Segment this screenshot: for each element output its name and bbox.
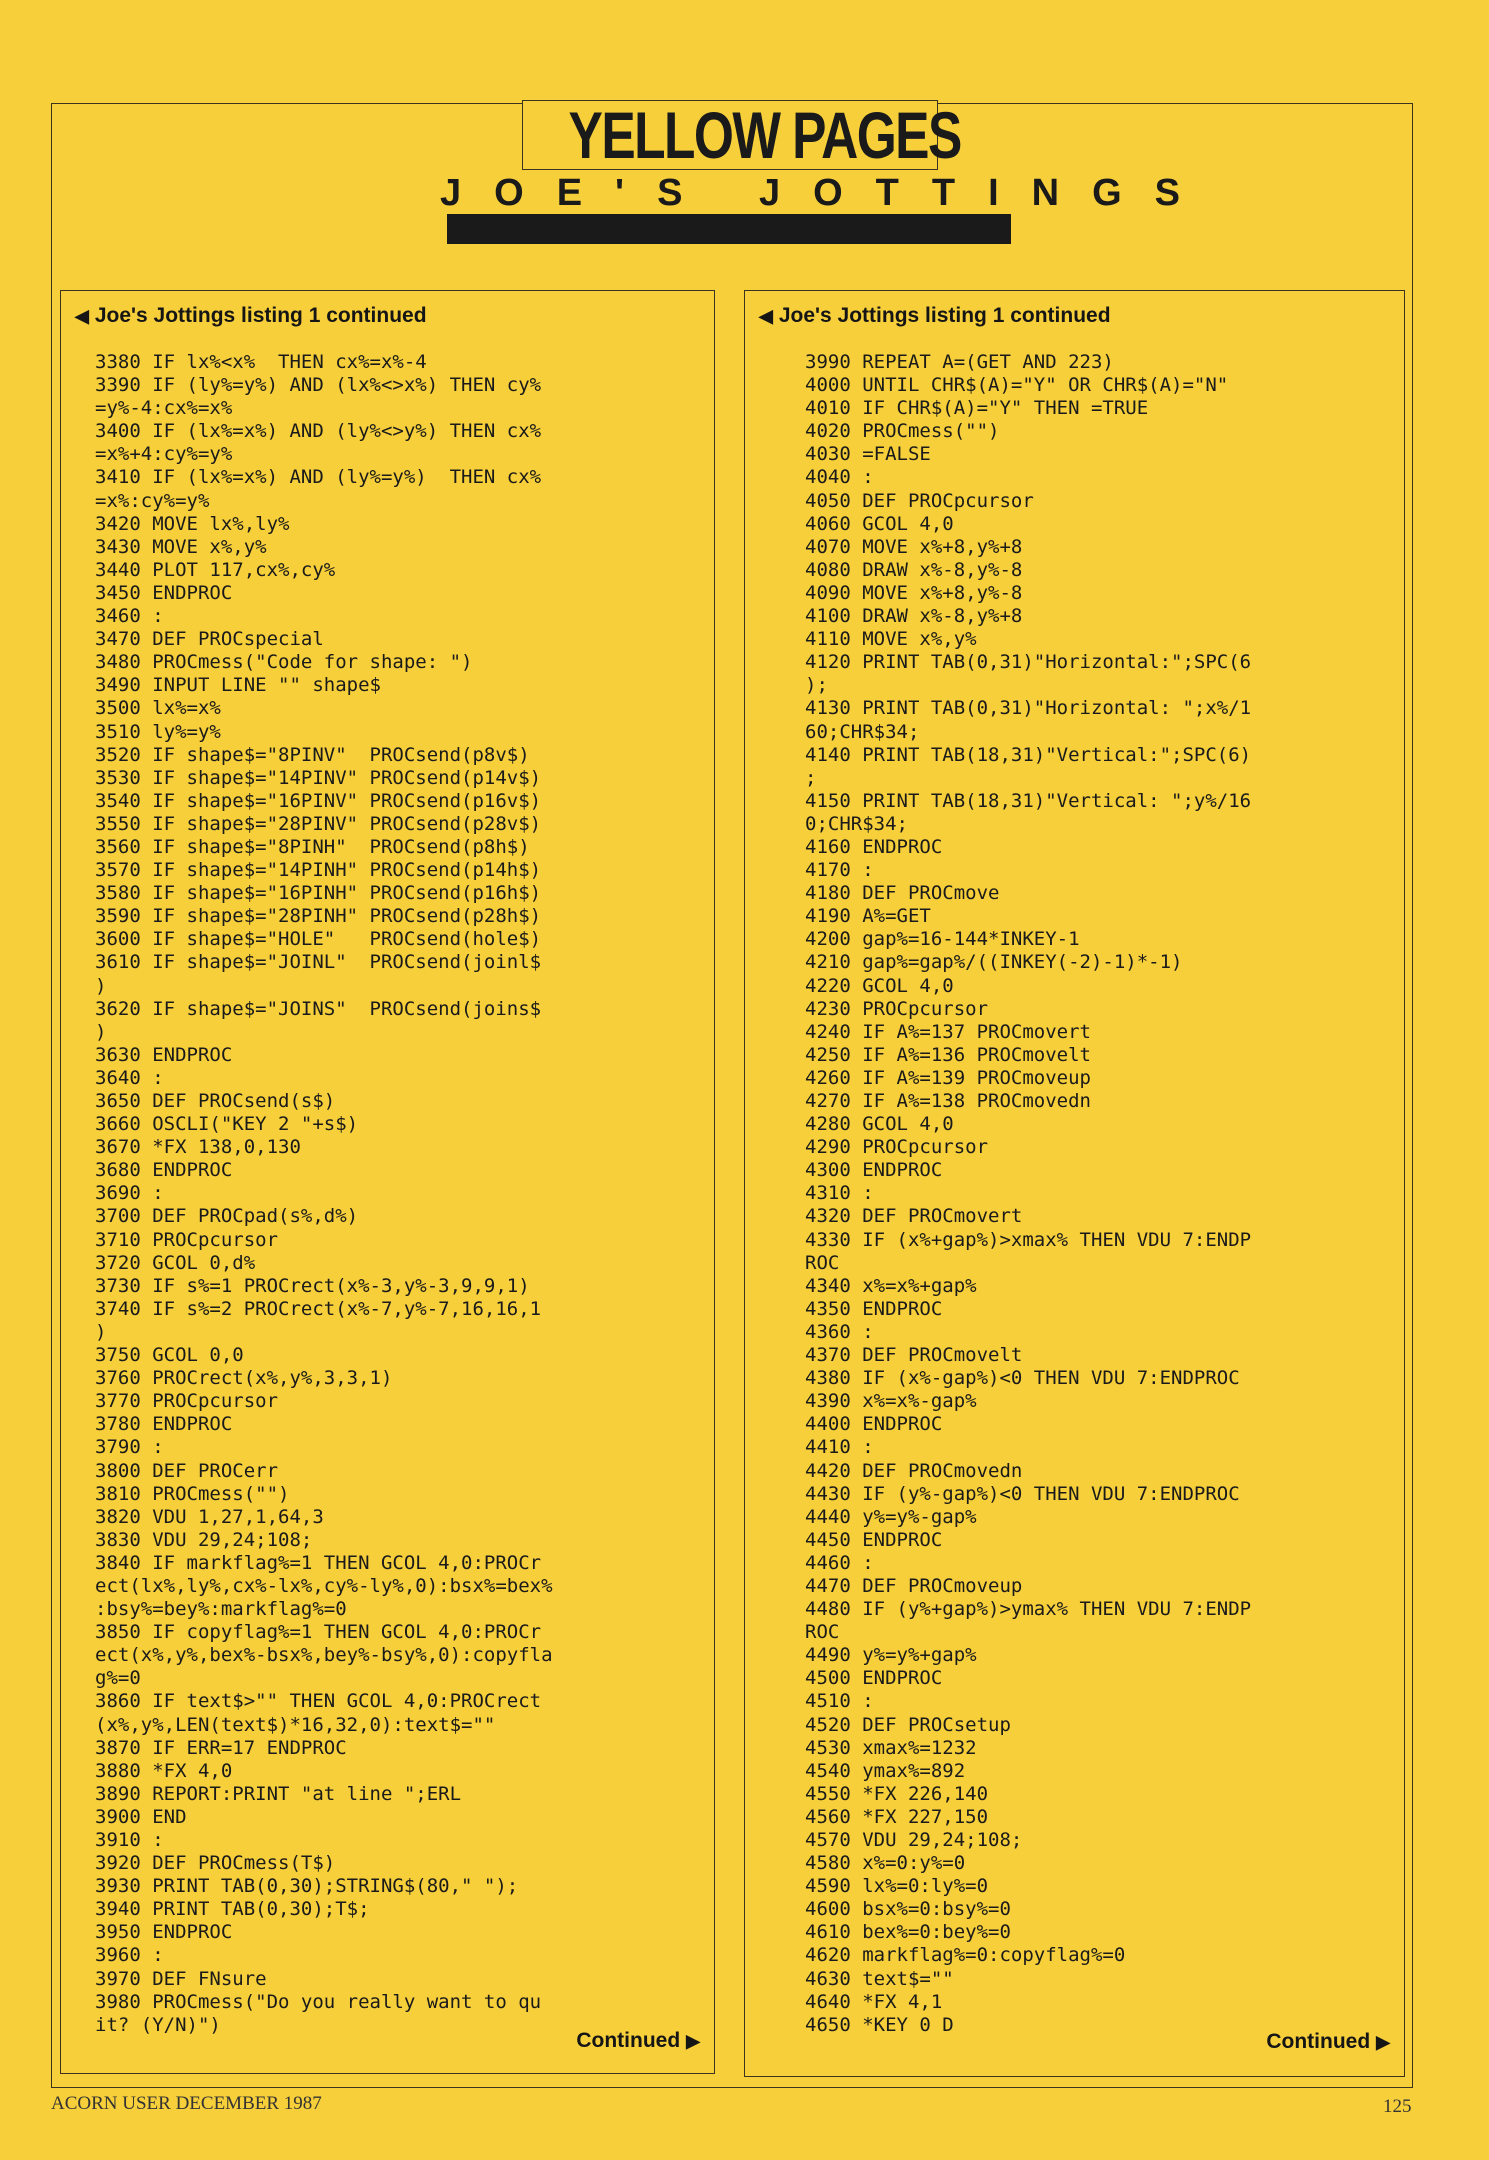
code-line: 4640 *FX 4,1 [805, 1990, 943, 2013]
code-line: 4270 IF A%=138 PROCmovedn [805, 1090, 1091, 1112]
code-line: 4360 : [805, 1320, 874, 1343]
code-line: 3440 PLOT 117,cx%,cy% [95, 558, 336, 581]
code-line: 4420 DEF PROCmovedn [805, 1459, 1023, 1482]
code-line: 4210 gap%=gap%/((INKEY(-2)-1)*-1) [805, 951, 1183, 974]
code-line: 3750 GCOL 0,0 [95, 1344, 244, 1367]
code-line: 4500 ENDPROC [805, 1667, 943, 1690]
code-line: (x%,y%,LEN(text$)*16,32,0):text$="" [95, 1713, 496, 1736]
code-line: 4380 IF (x%-gap%)<0 THEN VDU 7:ENDPROC [805, 1367, 1240, 1390]
masthead [522, 98, 961, 172]
code-line: 3990 REPEAT A=(GET AND 223) [805, 351, 1114, 373]
continued-label-right: Continued [1266, 2030, 1371, 2053]
code-line: ; [805, 766, 817, 789]
code-line: 4110 MOVE x%,y% [805, 628, 977, 651]
code-line: 3400 IF (lx%=x%) AND (ly%<>y%) THEN cx% [95, 420, 542, 443]
code-line: 3790 : [95, 1436, 164, 1459]
code-line: 3890 REPORT:PRINT "at line ";ERL [95, 1782, 462, 1805]
listing-heading-left [75, 301, 427, 331]
code-line: 4120 PRINT TAB(0,31)"Horizontal:";SPC(6 [805, 651, 1252, 674]
code-line: =y%-4:cx%=x% [95, 397, 233, 420]
code-line: it? (Y/N)") [95, 2013, 221, 2036]
code-line: 3520 IF shape$="8PINV" PROCsend(p8v$) [95, 743, 530, 766]
code-line: 3590 IF shape$="28PINH" PROCsend(p28h$) [95, 905, 542, 928]
code-line: 4460 : [805, 1551, 874, 1574]
continued-note-left [576, 2029, 700, 2053]
code-line: 3690 : [95, 1182, 164, 1205]
code-line: 4140 PRINT TAB(18,31)"Vertical:";SPC(6) [805, 743, 1252, 766]
code-line: 3960 : [95, 1944, 164, 1967]
code-line: 3800 DEF PROCerr [95, 1459, 279, 1482]
code-line: 3470 DEF PROCspecial [95, 628, 324, 651]
code-line: 3840 IF markflag%=1 THEN GCOL 4,0:PROCr [95, 1551, 542, 1574]
listing-heading-right-text: Joe's Jottings listing 1 continued [778, 304, 1111, 327]
code-line: 4400 ENDPROC [805, 1413, 943, 1436]
code-line: ROC [805, 1251, 840, 1274]
code-line: 3820 VDU 1,27,1,64,3 [95, 1505, 324, 1528]
code-line: 4630 text$="" [805, 1967, 954, 1990]
code-line: 4230 PROCpcursor [805, 997, 989, 1020]
code-line: 3390 IF (ly%=y%) AND (lx%<>x%) THEN cy% [95, 374, 542, 397]
code-line: ect(lx%,ly%,cx%-lx%,cy%-ly%,0):bsx%=bex% [95, 1574, 553, 1597]
code-line: 4580 x%=0:y%=0 [805, 1852, 966, 1875]
code-line: 4130 PRINT TAB(0,31)"Horizontal: ";x%/1 [805, 697, 1252, 720]
code-line: 4040 : [805, 466, 874, 489]
code-line: ) [95, 974, 107, 997]
publication-footer: ACORN USER DECEMBER 1987 [51, 2093, 322, 2114]
code-line: 3910 : [95, 1829, 164, 1851]
code-line: 3930 PRINT TAB(0,30);STRING$(80," "); [95, 1875, 519, 1898]
code-line: 4000 UNTIL CHR$(A)="Y" OR CHR$(A)="N" [805, 374, 1229, 397]
code-line: 3650 DEF PROCsend(s$) [95, 1090, 336, 1112]
code-line: 4370 DEF PROCmovelt [805, 1344, 1023, 1367]
code-line: ect(x%,y%,bex%-bsx%,bey%-bsy%,0):copyfla [95, 1644, 553, 1667]
code-line: 4600 bsx%=0:bsy%=0 [805, 1898, 1011, 1921]
code-line: 3600 IF shape$="HOLE" PROCsend(hole$) [95, 928, 542, 951]
listing-heading-right [759, 301, 1111, 331]
page-title: YELLOW PAGES [568, 98, 961, 172]
page-number: 125 [1383, 2096, 1412, 2117]
code-line: 4020 PROCmess("") [805, 420, 1000, 443]
code-line: 4520 DEF PROCsetup [805, 1713, 1011, 1736]
code-line: 3700 DEF PROCpad(s%,d%) [95, 1205, 359, 1228]
code-line: 3920 DEF PROCmess(T$) [95, 1852, 336, 1875]
code-line: 4300 ENDPROC [805, 1159, 943, 1182]
code-line: 3630 ENDPROC [95, 1043, 233, 1066]
code-line: 4450 ENDPROC [805, 1528, 943, 1551]
code-line: 3480 PROCmess("Code for shape: ") [95, 651, 473, 674]
code-line: 4160 ENDPROC [805, 835, 943, 858]
code-line: 3580 IF shape$="16PINH" PROCsend(p16h$) [95, 882, 542, 905]
code-line: 3810 PROCmess("") [95, 1482, 290, 1505]
code-line: 3500 lx%=x% [95, 697, 221, 720]
code-line: 3980 PROCmess("Do you really want to qu [95, 1990, 542, 2013]
section-title: JOE'S JOTTINGS [440, 172, 1213, 214]
continued-label-left: Continued [576, 2029, 681, 2052]
code-line: 4050 DEF PROCpcursor [805, 489, 1034, 512]
code-line: 3880 *FX 4,0 [95, 1759, 233, 1782]
code-line: 4430 IF (y%-gap%)<0 THEN VDU 7:ENDPROC [805, 1482, 1240, 1505]
code-line: 4350 ENDPROC [805, 1297, 943, 1320]
code-line: ) [95, 1320, 107, 1343]
listing-panel-left [60, 290, 715, 2074]
code-line: 4070 MOVE x%+8,y%+8 [805, 535, 1023, 558]
code-line: 4220 GCOL 4,0 [805, 974, 954, 997]
code-line: 3570 IF shape$="14PINH" PROCsend(p14h$) [95, 859, 542, 882]
code-line: 3870 IF ERR=17 ENDPROC [95, 1736, 347, 1759]
code-line: :bsy%=bey%:markflag%=0 [95, 1598, 347, 1621]
code-line: 4100 DRAW x%-8,y%+8 [805, 605, 1023, 628]
code-line: 3640 : [95, 1066, 164, 1089]
code-line: 3550 IF shape$="28PINV" PROCsend(p28v$) [95, 812, 542, 835]
code-line: 4030 =FALSE [805, 443, 931, 466]
code-line: 4060 GCOL 4,0 [805, 512, 954, 535]
code-line: 4180 DEF PROCmove [805, 882, 1000, 905]
code-line: 4540 ymax%=892 [805, 1759, 966, 1782]
code-line: 4490 y%=y%+gap% [805, 1644, 977, 1667]
code-line: 3510 ly%=y% [95, 720, 221, 743]
code-line: 3780 ENDPROC [95, 1413, 233, 1436]
code-line: 3970 DEF FNsure [95, 1967, 267, 1990]
code-line: 3740 IF s%=2 PROCrect(x%-7,y%-7,16,16,1 [95, 1297, 542, 1320]
code-line: 4550 *FX 226,140 [805, 1782, 989, 1805]
code-line: 4280 GCOL 4,0 [805, 1113, 954, 1136]
code-line: 4610 bex%=0:bey%=0 [805, 1921, 1011, 1944]
code-line: 3850 IF copyflag%=1 THEN GCOL 4,0:PROCr [95, 1621, 542, 1644]
code-line: 3490 INPUT LINE "" shape$ [95, 674, 381, 697]
code-line: 4650 *KEY 0 D [805, 2013, 954, 2036]
code-line: 3620 IF shape$="JOINS" PROCsend(joins$ [95, 997, 542, 1020]
section-rule [447, 214, 1011, 244]
code-line: 3670 *FX 138,0,130 [95, 1136, 301, 1159]
code-line: 4010 IF CHR$(A)="Y" THEN =TRUE [805, 397, 1149, 420]
code-line: 0;CHR$34; [805, 812, 908, 835]
code-line: 4410 : [805, 1436, 874, 1459]
code-line: 4530 xmax%=1232 [805, 1736, 977, 1759]
code-line: 4440 y%=y%-gap% [805, 1505, 977, 1528]
code-line: 4390 x%=x%-gap% [805, 1390, 977, 1413]
code-line: 4320 DEF PROCmovert [805, 1205, 1023, 1228]
code-line: 3410 IF (lx%=x%) AND (ly%=y%) THEN cx% [95, 466, 542, 489]
code-line: 4200 gap%=16-144*INKEY-1 [805, 928, 1080, 951]
code-line: 3530 IF shape$="14PINV" PROCsend(p14v$) [95, 766, 542, 789]
code-line: 3730 IF s%=1 PROCrect(x%-3,y%-3,9,9,1) [95, 1274, 530, 1297]
continued-note-right [1266, 2030, 1390, 2054]
code-line: 3900 END [95, 1805, 187, 1828]
code-line: 3380 IF lx%<x% THEN cx%=x%-4 [95, 351, 427, 373]
code-line: 3420 MOVE lx%,ly% [95, 512, 290, 535]
code-line: 4240 IF A%=137 PROCmovert [805, 1020, 1091, 1043]
code-line: 3660 OSCLI("KEY 2 "+s$) [95, 1113, 359, 1136]
code-line: 3940 PRINT TAB(0,30);T$; [95, 1898, 370, 1921]
code-line: =x%:cy%=y% [95, 489, 210, 512]
code-line: 4080 DRAW x%-8,y%-8 [805, 558, 1023, 581]
code-line: 4480 IF (y%+gap%)>ymax% THEN VDU 7:ENDP [805, 1598, 1252, 1621]
code-line: 60;CHR$34; [805, 720, 920, 743]
code-line: 4090 MOVE x%+8,y%-8 [805, 581, 1023, 604]
code-line: 3770 PROCpcursor [95, 1390, 279, 1413]
code-line: 3860 IF text$>"" THEN GCOL 4,0:PROCrect [95, 1690, 542, 1713]
code-line: =x%+4:cy%=y% [95, 443, 233, 466]
code-line: g%=0 [95, 1667, 141, 1690]
code-line: 3760 PROCrect(x%,y%,3,3,1) [95, 1367, 393, 1390]
code-line: 4330 IF (x%+gap%)>xmax% THEN VDU 7:ENDP [805, 1228, 1252, 1251]
code-line: 3430 MOVE x%,y% [95, 535, 267, 558]
code-line: 4150 PRINT TAB(18,31)"Vertical: ";y%/16 [805, 789, 1252, 812]
code-line: 3560 IF shape$="8PINH" PROCsend(p8h$) [95, 835, 530, 858]
code-line: 3950 ENDPROC [95, 1921, 233, 1944]
code-line: 4250 IF A%=136 PROCmovelt [805, 1043, 1091, 1066]
code-listing-right [805, 351, 1251, 2037]
code-line: 4590 lx%=0:ly%=0 [805, 1875, 989, 1898]
code-line: 4190 A%=GET [805, 905, 931, 928]
code-line: ) [95, 1020, 107, 1043]
code-line: 3540 IF shape$="16PINV" PROCsend(p16v$) [95, 789, 542, 812]
code-line: ); [805, 674, 828, 697]
code-line: 4170 : [805, 859, 874, 882]
code-line: 4340 x%=x%+gap% [805, 1274, 977, 1297]
code-line: ROC [805, 1621, 840, 1644]
code-line: 4560 *FX 227,150 [805, 1805, 989, 1828]
code-line: 4310 : [805, 1182, 874, 1205]
left-triangle-icon: ◀ [759, 306, 773, 326]
code-line: 4290 PROCpcursor [805, 1136, 989, 1159]
code-listing-left [95, 351, 553, 2037]
code-line: 3830 VDU 29,24;108; [95, 1528, 313, 1551]
listing-heading-left-text: Joe's Jottings listing 1 continued [94, 304, 427, 327]
code-line: 3710 PROCpcursor [95, 1228, 279, 1251]
right-triangle-icon: ▶ [686, 2031, 700, 2051]
code-line: 4510 : [805, 1690, 874, 1713]
code-line: 4470 DEF PROCmoveup [805, 1574, 1023, 1597]
right-triangle-icon: ▶ [1376, 2032, 1390, 2052]
listing-panel-right [744, 290, 1405, 2077]
left-triangle-icon: ◀ [75, 306, 89, 326]
code-line: 3460 : [95, 605, 164, 628]
code-line: 4570 VDU 29,24;108; [805, 1829, 1023, 1851]
code-line: 3680 ENDPROC [95, 1159, 233, 1182]
code-line: 3720 GCOL 0,d% [95, 1251, 256, 1274]
code-line: 3450 ENDPROC [95, 581, 233, 604]
code-line: 4260 IF A%=139 PROCmoveup [805, 1066, 1091, 1089]
code-line: 3610 IF shape$="JOINL" PROCsend(joinl$ [95, 951, 542, 974]
code-line: 4620 markflag%=0:copyflag%=0 [805, 1944, 1126, 1967]
